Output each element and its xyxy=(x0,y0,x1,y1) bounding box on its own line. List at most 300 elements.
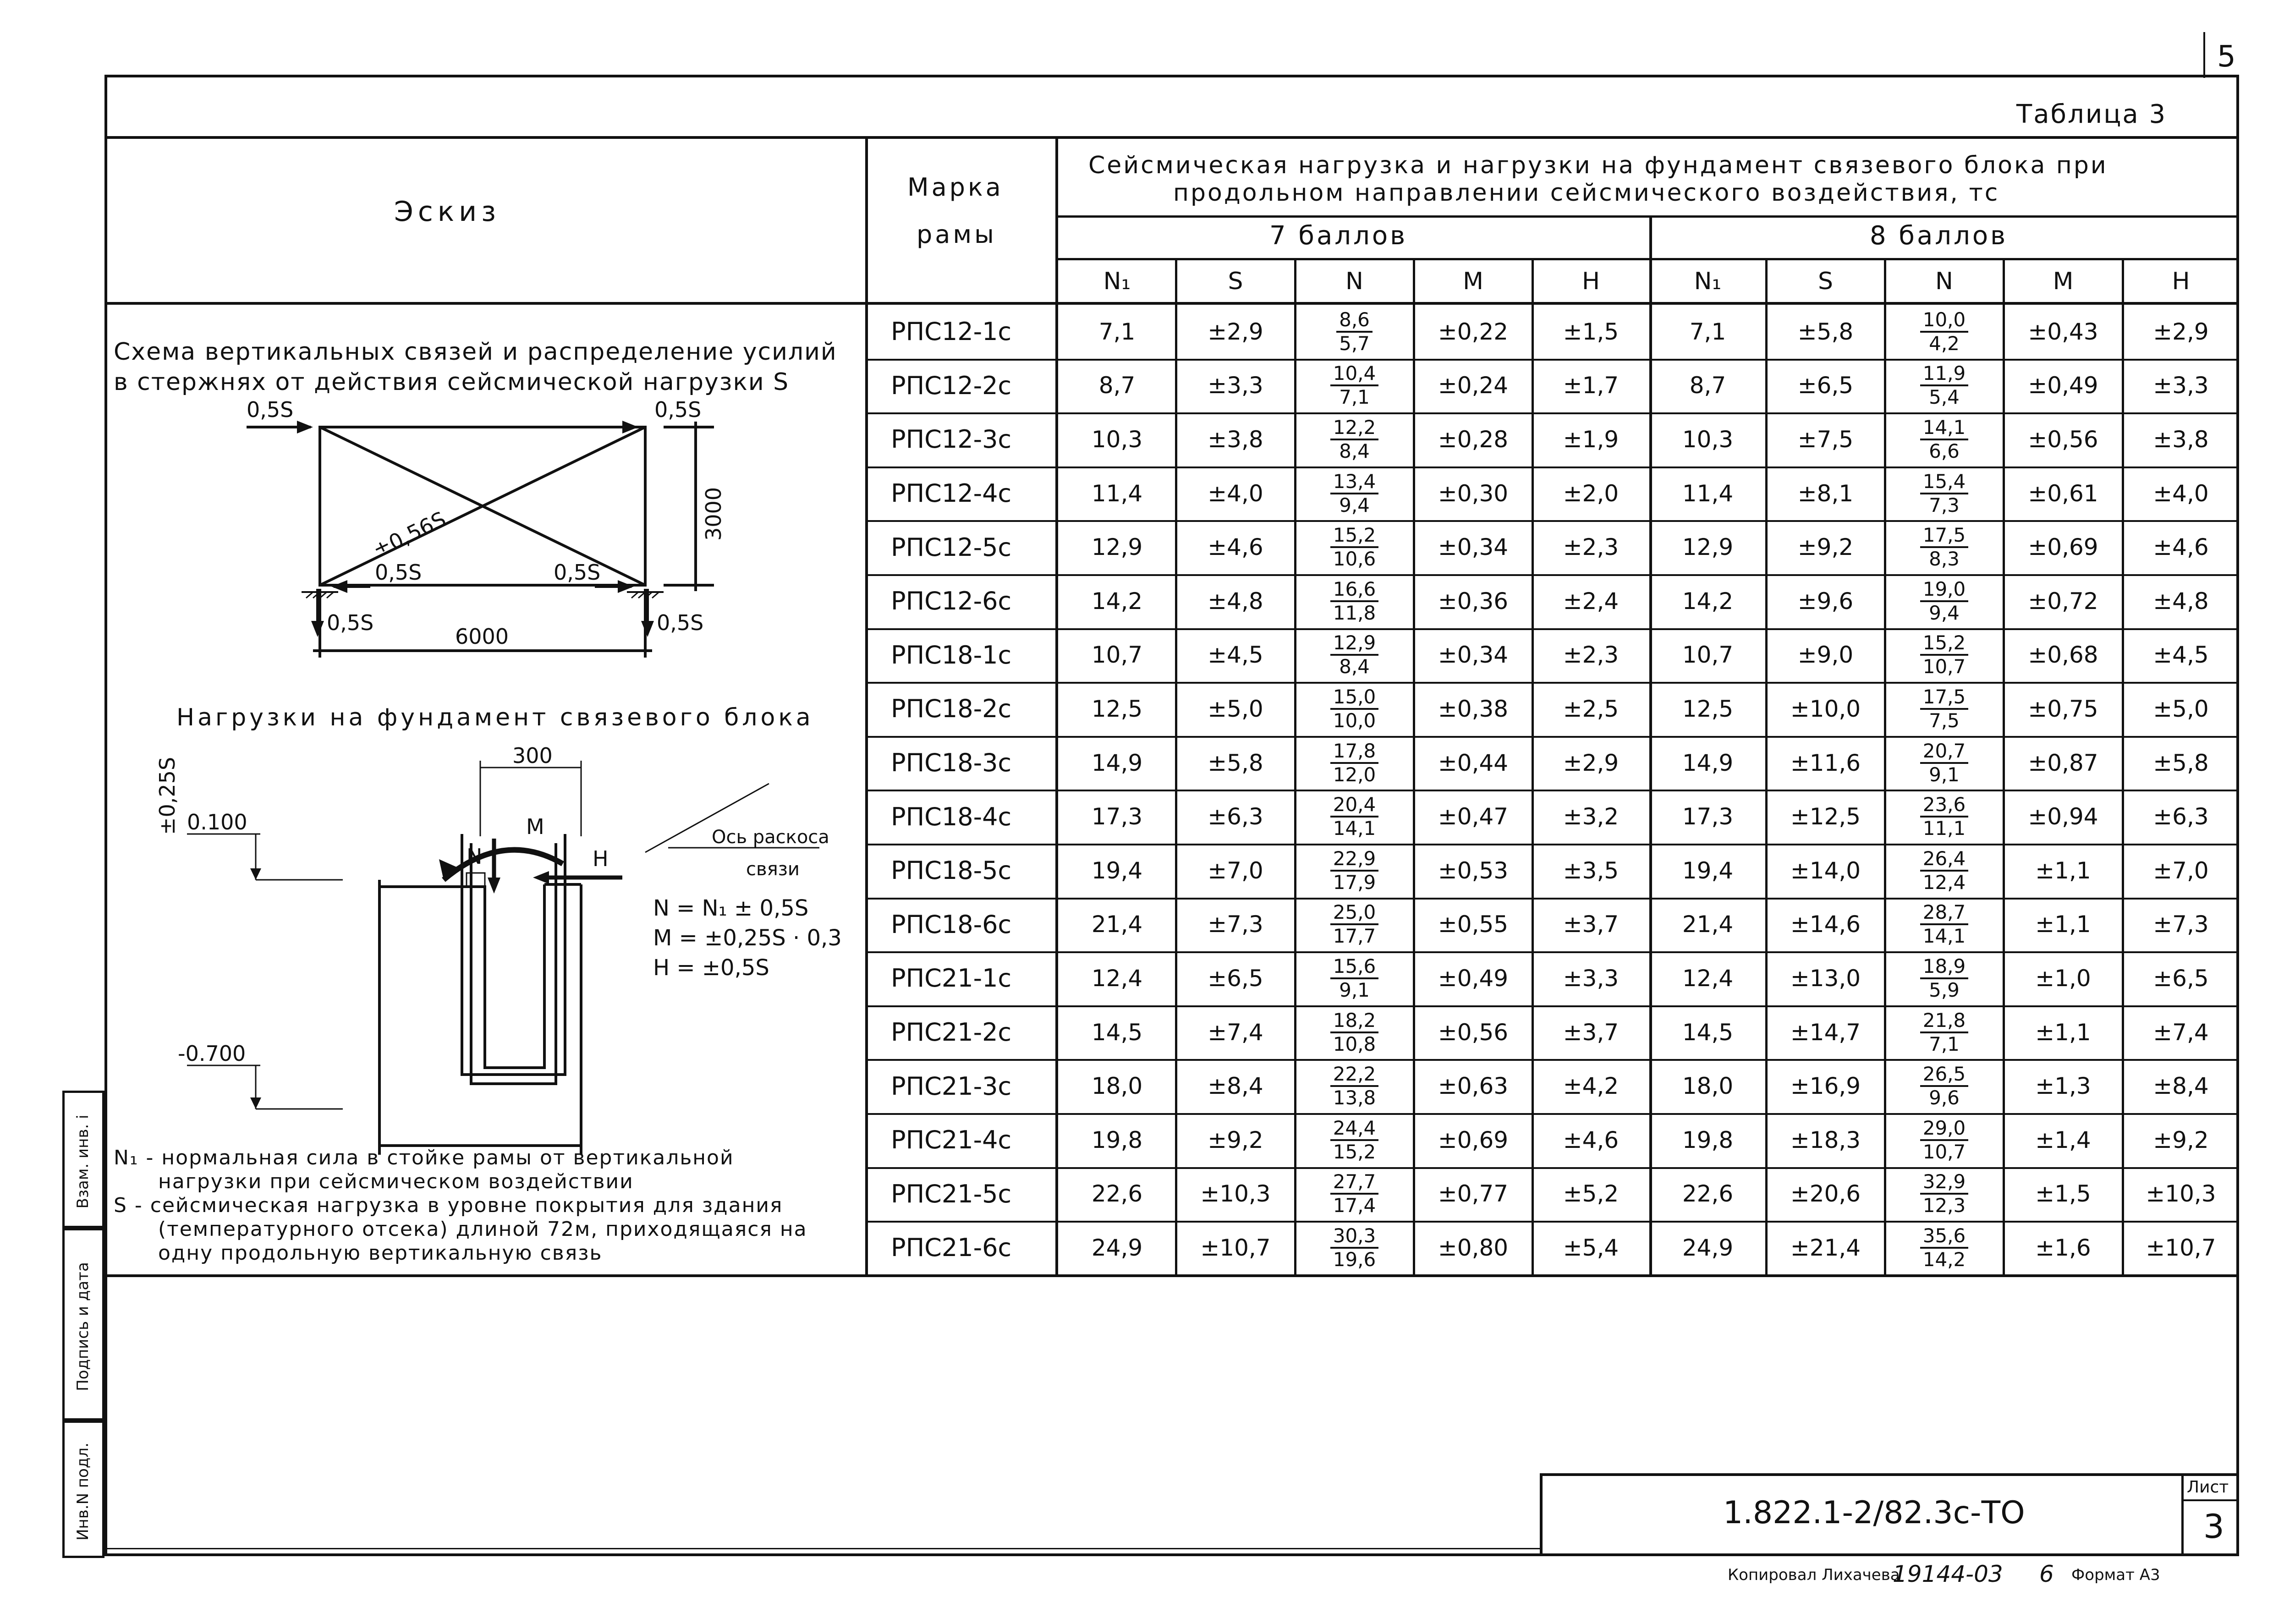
value-cell: ±13,0 xyxy=(1790,965,1861,992)
scheme-title-line1: Схема вертикальных связей и распределение усилий xyxy=(114,338,837,366)
n-value-max: 13,4 xyxy=(1330,472,1379,494)
n-value-min: 5,4 xyxy=(1929,386,1960,409)
value-cell: ±14,0 xyxy=(1790,857,1861,884)
value-cell: ±8,4 xyxy=(1208,1073,1263,1100)
value-cell: ±0,72 xyxy=(2028,587,2098,614)
value-cell: ±14,7 xyxy=(1790,1019,1861,1046)
value-cell: ±0,28 xyxy=(1438,426,1509,453)
n-value-min: 12,4 xyxy=(1922,871,1966,894)
n-value-fraction xyxy=(1885,682,2004,736)
n-value-max: 32,9 xyxy=(1920,1172,1969,1195)
value-cell: ±14,6 xyxy=(1790,911,1861,938)
value-cell: ±0,56 xyxy=(2028,426,2098,453)
value-cell: ±0,75 xyxy=(2028,695,2098,722)
value-cell: ±1,1 xyxy=(2035,1019,2091,1046)
n-value-min: 19,6 xyxy=(1333,1248,1376,1271)
label-load-left: 0,5S xyxy=(247,397,294,422)
value-cell: ±0,49 xyxy=(2028,372,2098,399)
value-cell: 12,4 xyxy=(1091,965,1143,992)
n-value-fraction xyxy=(1295,1005,1414,1059)
n-value-min: 9,4 xyxy=(1929,601,1960,624)
value-cell: 8,7 xyxy=(1098,372,1136,399)
value-cell: 12,5 xyxy=(1682,695,1734,722)
n-value-min: 14,1 xyxy=(1333,817,1376,840)
value-cell: ±6,3 xyxy=(1208,803,1263,830)
label-dim-300: 300 xyxy=(512,743,553,768)
n-value-fraction xyxy=(1295,898,1414,952)
value-cell: ±6,5 xyxy=(1208,965,1263,992)
n-value-min: 8,4 xyxy=(1339,439,1370,462)
value-cell: ±1,0 xyxy=(2035,965,2091,992)
value-cell: 7,1 xyxy=(1689,318,1726,345)
value-cell: ±7,0 xyxy=(1208,857,1263,884)
n-value-fraction xyxy=(1295,736,1414,790)
n-value-fraction xyxy=(1885,1059,2004,1113)
column-header: N xyxy=(1935,267,1953,295)
value-cell: ±0,24 xyxy=(1438,372,1509,399)
frame-bottom-mark xyxy=(104,1548,1540,1549)
value-cell: ±5,0 xyxy=(2153,695,2209,722)
value-cell: ±4,0 xyxy=(2153,480,2209,507)
value-cell: ±0,87 xyxy=(2028,749,2098,776)
label-force-n: N xyxy=(467,844,483,869)
value-cell: ±4,8 xyxy=(2153,587,2209,614)
n-value-fraction xyxy=(1885,1221,2004,1275)
n-value-fraction xyxy=(1295,790,1414,844)
n-value-min: 13,8 xyxy=(1333,1086,1376,1109)
n-value-min: 14,2 xyxy=(1922,1248,1966,1271)
value-cell: ±0,94 xyxy=(2028,803,2098,830)
n-value-fraction xyxy=(1885,520,2004,574)
n-value-fraction xyxy=(1885,574,2004,628)
value-cell: ±8,1 xyxy=(1797,480,1854,507)
n-value-min: 12,0 xyxy=(1333,763,1376,786)
n-value-min: 7,3 xyxy=(1929,494,1960,516)
row-mark: РПС12-3с xyxy=(891,425,1012,454)
document-code: 1.822.1-2/82.3с-ТО xyxy=(1723,1495,2025,1531)
n-value-fraction xyxy=(1295,574,1414,628)
column-header: M xyxy=(2053,267,2074,295)
value-cell: 24,9 xyxy=(1682,1234,1734,1261)
n-value-fraction xyxy=(1295,682,1414,736)
titleblock-top xyxy=(1540,1473,2239,1476)
n-value-max: 19,0 xyxy=(1920,579,1969,602)
n-value-fraction xyxy=(1885,1167,2004,1221)
titleblock-left xyxy=(1540,1473,1543,1556)
value-cell: 10,3 xyxy=(1682,426,1734,453)
n-value-min: 14,1 xyxy=(1922,925,1966,948)
value-cell: ±3,3 xyxy=(1208,372,1263,399)
n-value-min: 9,6 xyxy=(1929,1086,1960,1109)
column-header: N₁ xyxy=(1103,267,1131,295)
n-value-max: 16,6 xyxy=(1330,579,1379,602)
n-value-min: 8,4 xyxy=(1339,655,1370,678)
n-value-max: 35,6 xyxy=(1920,1226,1969,1249)
value-cell: ±0,69 xyxy=(1438,1126,1509,1153)
value-cell: ±1,1 xyxy=(2035,857,2091,884)
value-cell: ±3,7 xyxy=(1563,911,1619,938)
value-cell: 19,4 xyxy=(1091,857,1143,884)
formula-m: M = ±0,25S · 0,3 xyxy=(653,925,842,951)
row-mark: РПС21-6с xyxy=(891,1233,1012,1262)
value-cell: 10,3 xyxy=(1091,426,1143,453)
value-cell: 12,9 xyxy=(1682,534,1734,561)
value-cell: ±10,7 xyxy=(2146,1234,2216,1261)
value-cell: ±0,80 xyxy=(1438,1234,1509,1261)
n-value-min: 11,8 xyxy=(1333,601,1376,624)
value-cell: ±20,6 xyxy=(1790,1180,1861,1207)
value-cell: 12,4 xyxy=(1682,965,1734,992)
n-value-min: 4,2 xyxy=(1929,332,1960,355)
header-group-7: 7 баллов xyxy=(1269,221,1408,251)
n-value-max: 17,8 xyxy=(1330,741,1379,764)
value-cell: 7,1 xyxy=(1098,318,1136,345)
row-mark: РПС12-1с xyxy=(891,317,1012,346)
n-value-fraction xyxy=(1295,520,1414,574)
value-cell: 11,4 xyxy=(1682,480,1734,507)
value-cell: ±0,30 xyxy=(1438,480,1509,507)
n-value-fraction xyxy=(1295,412,1414,466)
n-value-fraction xyxy=(1295,466,1414,521)
value-cell: ±7,3 xyxy=(1208,911,1263,938)
n-value-min: 10,6 xyxy=(1333,548,1376,571)
value-cell: ±0,77 xyxy=(1438,1180,1509,1207)
row-mark: РПС21-4с xyxy=(891,1125,1012,1155)
value-cell: 18,0 xyxy=(1682,1073,1734,1100)
value-cell: ±7,4 xyxy=(2153,1019,2209,1046)
value-cell: ±5,0 xyxy=(1208,695,1263,722)
n-value-fraction xyxy=(1885,466,2004,521)
value-cell: ±18,3 xyxy=(1790,1126,1861,1153)
value-cell: ±9,6 xyxy=(1797,587,1854,614)
value-cell: 14,5 xyxy=(1682,1019,1734,1046)
header-sketch: Эскиз xyxy=(394,196,501,228)
value-cell: ±3,2 xyxy=(1563,803,1619,830)
value-cell: 11,4 xyxy=(1091,480,1143,507)
value-cell: 19,8 xyxy=(1682,1126,1734,1153)
value-cell: ±5,8 xyxy=(1797,318,1854,345)
n-value-min: 7,5 xyxy=(1929,709,1960,732)
label-height: 3000 xyxy=(701,487,726,541)
n-value-max: 17,5 xyxy=(1920,525,1969,548)
value-cell: ±3,5 xyxy=(1563,857,1619,884)
n-value-min: 12,3 xyxy=(1922,1194,1966,1217)
value-cell: ±10,0 xyxy=(1790,695,1861,722)
value-cell: ±10,3 xyxy=(1200,1180,1271,1207)
row-mark: РПС12-5с xyxy=(891,532,1012,562)
row-mark: РПС18-4с xyxy=(891,802,1012,831)
value-cell: ±6,5 xyxy=(2153,965,2209,992)
label-reaction-right: 0,5S xyxy=(657,610,704,635)
n-value-max: 15,6 xyxy=(1330,956,1379,979)
value-cell: ±0,55 xyxy=(1438,911,1509,938)
value-cell: ±10,3 xyxy=(2146,1180,2216,1207)
value-cell: 14,5 xyxy=(1091,1019,1143,1046)
row-mark: РПС18-1с xyxy=(891,640,1012,669)
table-top-line xyxy=(104,136,2239,139)
value-cell: 19,4 xyxy=(1682,857,1734,884)
order-number: 19144-03 xyxy=(1893,1561,2003,1587)
formula-h: H = ±0,5S xyxy=(653,955,769,981)
value-cell: 24,9 xyxy=(1091,1234,1143,1261)
label-diagonal-force: ±0,56S xyxy=(369,506,450,563)
stamp-podpis-data-label: Подпись и дата xyxy=(74,1262,92,1391)
value-cell: ±21,4 xyxy=(1790,1234,1861,1261)
value-cell: ±0,68 xyxy=(2028,642,2098,669)
label-level-top: 0.100 xyxy=(187,810,247,834)
value-cell: ±0,38 xyxy=(1438,695,1509,722)
stamp-vzam-inv xyxy=(62,1091,104,1228)
n-value-min: 9,1 xyxy=(1339,978,1370,1001)
value-cell: 10,7 xyxy=(1682,642,1734,669)
n-value-max: 23,6 xyxy=(1920,795,1969,817)
n-value-max: 20,4 xyxy=(1330,795,1379,817)
scheme-title-line2: в стержнях от действия сейсмической нагрузки S xyxy=(114,368,790,396)
value-cell: ±1,7 xyxy=(1563,372,1619,399)
value-cell: ±5,8 xyxy=(2153,749,2209,776)
n-value-min: 10,8 xyxy=(1333,1032,1376,1055)
format-label: Формат А3 xyxy=(2071,1566,2160,1584)
n-value-max: 12,2 xyxy=(1330,417,1379,440)
value-cell: ±7,0 xyxy=(2153,857,2209,884)
title-bottom-line xyxy=(1055,215,2239,218)
value-cell: ±0,49 xyxy=(1438,965,1509,992)
value-cell: ±3,7 xyxy=(1563,1019,1619,1046)
value-cell: 21,4 xyxy=(1091,911,1143,938)
value-cell: ±1,5 xyxy=(1563,318,1619,345)
formula-n: N = N₁ ± 0,5S xyxy=(653,895,809,921)
value-cell: ±2,4 xyxy=(1563,587,1619,614)
n-value-min: 17,7 xyxy=(1333,925,1376,948)
n-value-min: 5,9 xyxy=(1929,978,1960,1001)
table-bottom-line xyxy=(104,1274,2239,1277)
sheet-label: Лист xyxy=(2187,1478,2229,1497)
n-value-min: 7,1 xyxy=(1929,1032,1960,1055)
value-cell: ±1,9 xyxy=(1563,426,1619,453)
n-value-max: 22,9 xyxy=(1330,849,1379,872)
column-header: N xyxy=(1345,267,1363,295)
value-cell: ±5,8 xyxy=(1208,749,1263,776)
n-value-min: 9,4 xyxy=(1339,494,1370,516)
value-cell: ±3,3 xyxy=(1563,965,1619,992)
value-cell: ±4,2 xyxy=(1563,1073,1619,1100)
n-value-max: 18,2 xyxy=(1330,1010,1379,1033)
note-line1: N₁ - нормальная сила в стойке рамы от вертикальной xyxy=(114,1146,734,1169)
n-value-max: 20,7 xyxy=(1920,741,1969,764)
label-load-right: 0,5S xyxy=(654,397,702,422)
label-post-force: ±0,25S xyxy=(155,757,180,835)
n-value-min: 10,7 xyxy=(1922,655,1966,678)
value-cell: 14,2 xyxy=(1682,587,1734,614)
value-cell: ±2,9 xyxy=(1563,749,1619,776)
n-value-fraction xyxy=(1295,951,1414,1005)
row-mark: РПС18-3с xyxy=(891,748,1012,778)
header-title-line2: продольном направлении сейсмического воздействия, тс xyxy=(1173,179,2000,207)
value-cell: ±4,5 xyxy=(2153,642,2209,669)
n-value-min: 10,0 xyxy=(1333,709,1376,732)
n-value-fraction xyxy=(1295,628,1414,682)
n-value-fraction xyxy=(1885,412,2004,466)
table-title: Таблица 3 xyxy=(2016,99,2167,129)
value-cell: ±2,3 xyxy=(1563,642,1619,669)
value-cell: ±6,3 xyxy=(2153,803,2209,830)
label-level-bottom: -0.700 xyxy=(178,1041,246,1066)
n-value-fraction xyxy=(1885,844,2004,898)
value-cell: ±1,6 xyxy=(2035,1234,2091,1261)
n-value-min: 8,3 xyxy=(1929,548,1960,571)
value-cell: 17,3 xyxy=(1091,803,1143,830)
value-cell: 22,6 xyxy=(1682,1180,1734,1207)
n-value-max: 17,5 xyxy=(1920,687,1969,710)
header-group-8: 8 баллов xyxy=(1870,221,2008,251)
sheet-corner-mark: 5 xyxy=(2217,40,2236,74)
value-cell: ±4,6 xyxy=(1208,534,1263,561)
header-mark-line2: рамы xyxy=(917,220,997,249)
value-cell: ±2,5 xyxy=(1563,695,1619,722)
value-cell: 12,5 xyxy=(1091,695,1143,722)
value-cell: ±3,8 xyxy=(2153,426,2209,453)
value-cell: ±2,3 xyxy=(1563,534,1619,561)
label-span: 6000 xyxy=(455,624,509,649)
corner-tick xyxy=(2203,32,2205,78)
column-header: H xyxy=(2172,267,2190,295)
value-cell: ±2,0 xyxy=(1563,480,1619,507)
n-value-max: 11,9 xyxy=(1920,363,1969,386)
value-cell: ±3,8 xyxy=(1208,426,1263,453)
value-cell: ±2,9 xyxy=(1208,318,1263,345)
value-cell: ±4,8 xyxy=(1208,587,1263,614)
n-value-fraction xyxy=(1885,305,2004,359)
value-cell: ±12,5 xyxy=(1790,803,1861,830)
n-value-fraction xyxy=(1295,844,1414,898)
value-cell: ±5,2 xyxy=(1563,1180,1619,1207)
value-cell: 14,2 xyxy=(1091,587,1143,614)
label-axis-line1: Ось раскоса xyxy=(712,827,829,848)
value-cell: ±1,5 xyxy=(2035,1180,2091,1207)
value-cell: ±10,7 xyxy=(1200,1234,1271,1261)
value-cell: ±16,9 xyxy=(1790,1073,1861,1100)
value-cell: ±9,0 xyxy=(1797,642,1854,669)
n-value-min: 7,1 xyxy=(1339,386,1370,409)
value-cell: ±1,3 xyxy=(2035,1073,2091,1100)
value-cell: ±9,2 xyxy=(1208,1126,1263,1153)
n-value-fraction xyxy=(1295,1059,1414,1113)
note-line3: S - сейсмическая нагрузка в уровне покрытия для здания xyxy=(114,1194,783,1217)
n-value-max: 26,5 xyxy=(1920,1064,1969,1087)
page-digit: 6 xyxy=(2039,1561,2054,1587)
value-cell: ±0,22 xyxy=(1438,318,1509,345)
label-axis-line2: связи xyxy=(746,859,800,880)
column-header: N₁ xyxy=(1694,267,1722,295)
value-cell: 8,7 xyxy=(1689,372,1726,399)
n-value-max: 18,9 xyxy=(1920,956,1969,979)
label-bottom-left: 0,5S xyxy=(375,560,422,585)
row-mark: РПС21-2с xyxy=(891,1018,1012,1047)
n-value-min: 6,6 xyxy=(1929,439,1960,462)
value-cell: ±4,5 xyxy=(1208,642,1263,669)
n-value-fraction xyxy=(1885,736,2004,790)
row-mark: РПС12-4с xyxy=(891,479,1012,508)
n-value-max: 15,4 xyxy=(1920,472,1969,494)
value-cell: ±6,5 xyxy=(1797,372,1854,399)
row-mark: РПС21-5с xyxy=(891,1179,1012,1208)
column-header: M xyxy=(1463,267,1483,295)
n-value-max: 29,0 xyxy=(1920,1118,1969,1141)
n-value-max: 14,1 xyxy=(1920,417,1969,440)
n-value-fraction xyxy=(1885,898,2004,952)
column-header: H xyxy=(1581,267,1600,295)
n-value-min: 10,7 xyxy=(1922,1140,1966,1163)
value-cell: ±9,2 xyxy=(1797,534,1854,561)
value-cell: ±1,4 xyxy=(2035,1126,2091,1153)
n-value-max: 24,4 xyxy=(1330,1118,1379,1141)
value-cell: ±0,69 xyxy=(2028,534,2098,561)
row-mark: РПС21-1с xyxy=(891,964,1012,993)
label-bottom-right: 0,5S xyxy=(554,560,601,585)
row-mark: РПС18-6с xyxy=(891,910,1012,939)
value-cell: ±0,36 xyxy=(1438,587,1509,614)
stamp-podpis-data xyxy=(62,1228,104,1421)
stamp-inv-podl xyxy=(62,1421,104,1558)
n-value-fraction xyxy=(1885,628,2004,682)
n-value-max: 26,4 xyxy=(1920,849,1969,872)
n-value-max: 10,4 xyxy=(1330,363,1379,386)
value-cell: 12,9 xyxy=(1091,534,1143,561)
n-value-fraction xyxy=(1295,1167,1414,1221)
value-cell: ±1,1 xyxy=(2035,911,2091,938)
value-cell: ±2,9 xyxy=(2153,318,2209,345)
value-cell: 21,4 xyxy=(1682,911,1734,938)
copied-by: Копировал Лихачева xyxy=(1728,1566,1900,1584)
value-cell: ±7,4 xyxy=(1208,1019,1263,1046)
row-mark: РПС18-2с xyxy=(891,694,1012,724)
n-value-min: 17,4 xyxy=(1333,1194,1376,1217)
value-cell: ±3,3 xyxy=(2153,372,2209,399)
value-cell: ±5,4 xyxy=(1563,1234,1619,1261)
n-value-max: 21,8 xyxy=(1920,1010,1969,1033)
n-value-fraction xyxy=(1295,305,1414,359)
stamp-vzam-inv-label: Взам. инв. i xyxy=(74,1114,92,1209)
label-moment-m: M xyxy=(526,814,544,839)
n-value-fraction xyxy=(1885,951,2004,1005)
value-cell: ±0,56 xyxy=(1438,1019,1509,1046)
value-cell: ±4,0 xyxy=(1208,480,1263,507)
value-cell: ±0,63 xyxy=(1438,1073,1509,1100)
n-value-fraction xyxy=(1295,1113,1414,1167)
value-cell: 17,3 xyxy=(1682,803,1734,830)
n-value-max: 12,9 xyxy=(1330,633,1379,656)
n-value-min: 15,2 xyxy=(1333,1140,1376,1163)
note-line2: нагрузки при сейсмическом воздействии xyxy=(158,1170,634,1193)
n-value-max: 30,3 xyxy=(1330,1226,1379,1249)
n-value-max: 22,2 xyxy=(1330,1064,1379,1087)
n-value-max: 15,2 xyxy=(1920,633,1969,656)
value-cell: ±0,61 xyxy=(2028,480,2098,507)
foundation-title: Нагрузки на фундамент связевого блока xyxy=(176,704,814,731)
n-value-max: 25,0 xyxy=(1330,902,1379,925)
value-cell: 14,9 xyxy=(1091,749,1143,776)
note-line4: (температурного отсека) длиной 72м, приходящаяся на xyxy=(158,1218,807,1241)
note-line5: одну продольную вертикальную связь xyxy=(158,1241,603,1265)
value-cell: ±8,4 xyxy=(2153,1073,2209,1100)
n-value-fraction xyxy=(1885,1113,2004,1167)
value-cell: ±11,6 xyxy=(1790,749,1861,776)
n-value-fraction xyxy=(1295,359,1414,413)
value-cell: ±0,43 xyxy=(2028,318,2098,345)
n-value-min: 5,7 xyxy=(1339,332,1370,355)
n-value-max: 27,7 xyxy=(1330,1172,1379,1195)
n-value-fraction xyxy=(1885,1005,2004,1059)
